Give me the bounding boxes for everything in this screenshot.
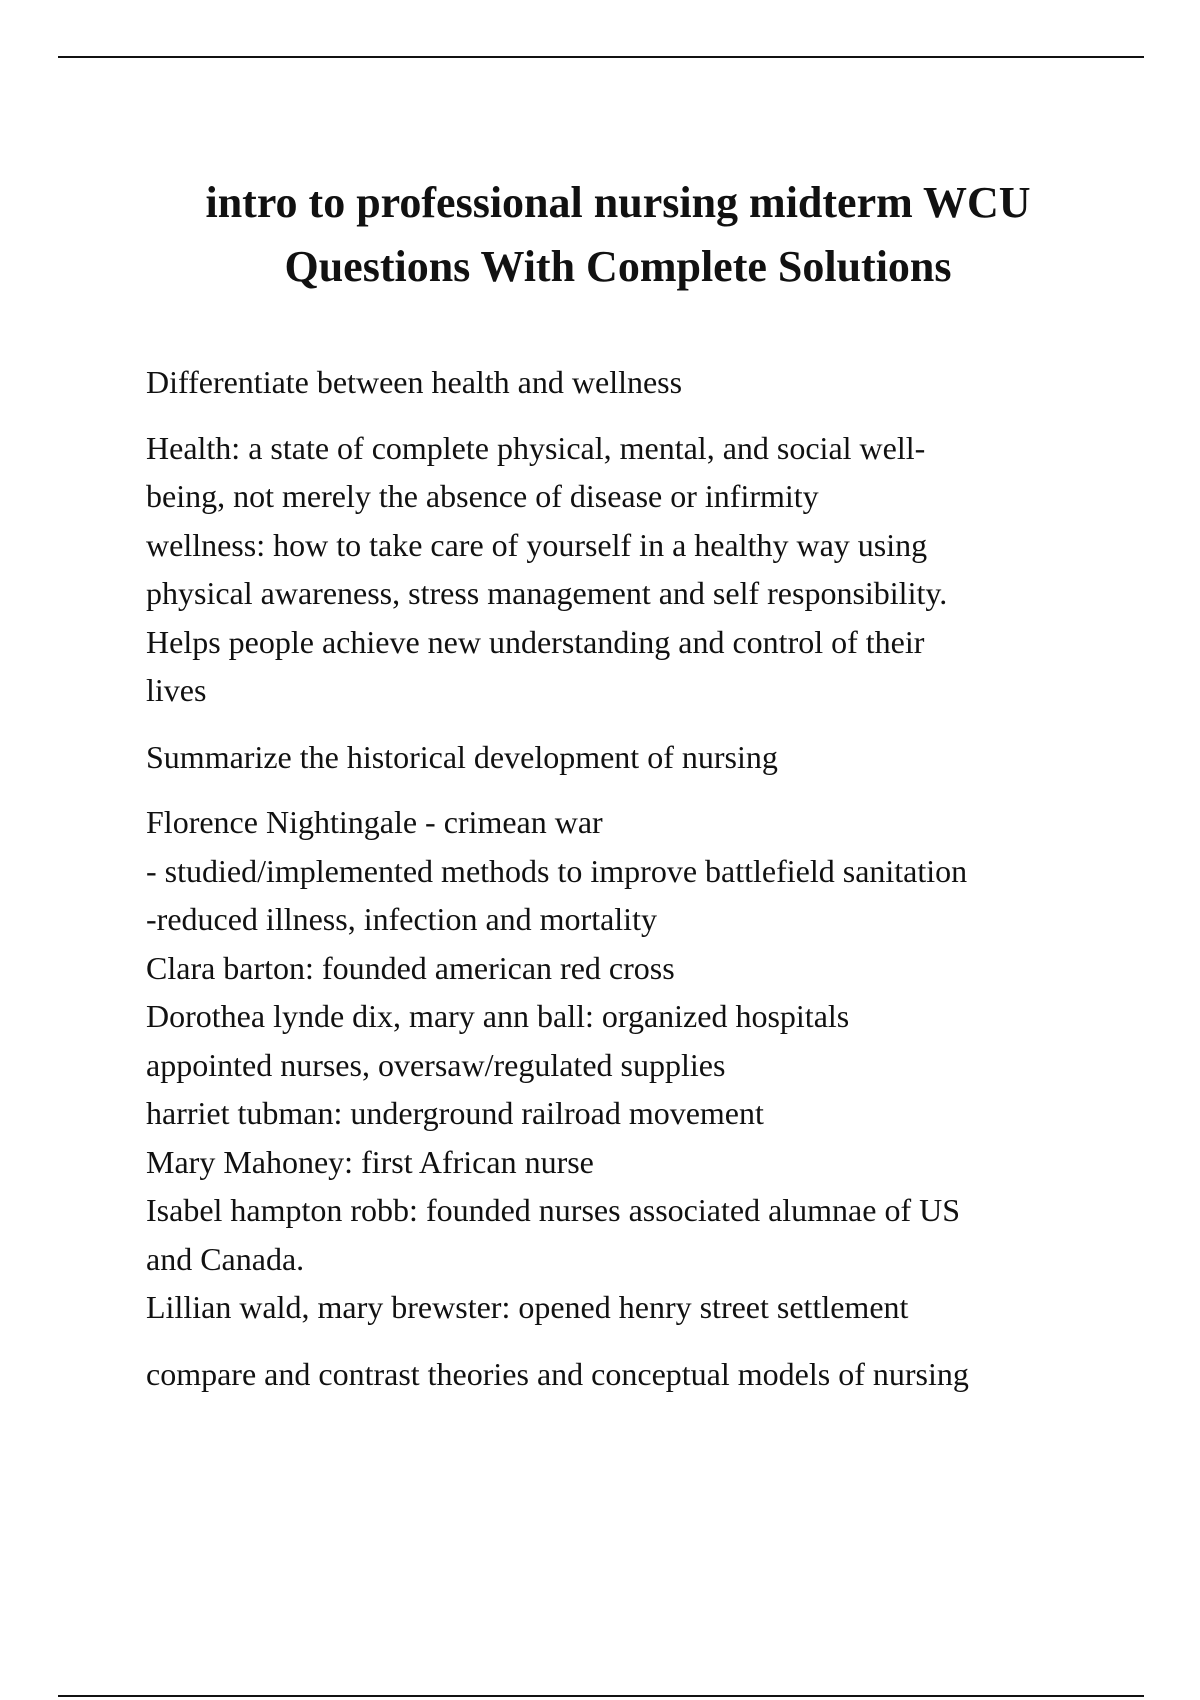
answer-line: being, not merely the absence of disease or infirmity	[146, 478, 819, 514]
answer-line: Lillian wald, mary brewster: opened henry street settlement	[146, 1289, 909, 1325]
answer-line: - studied/implemented methods to improve battlefield sanitation	[146, 852, 968, 889]
bottom-rule	[58, 1695, 1144, 1697]
answer-line: Clara barton: founded american red cross	[146, 949, 675, 986]
answer-line: harriet tubman: underground railroad movement	[146, 1095, 764, 1131]
answer-line: Helps people achieve new understanding and control of their	[146, 623, 925, 660]
question-2: Summarize the historical development of nursing	[146, 738, 778, 775]
document-title	[120, 171, 1116, 299]
qa-content	[146, 358, 1086, 1398]
answer-line: Dorothea lynde dix, mary ann ball: organized hospitals	[146, 998, 850, 1034]
title-line-2: Questions With Complete Solutions	[284, 242, 952, 292]
answer-line: Health: a state of complete physical, mental, and social well-	[146, 429, 926, 466]
question-1: Differentiate between health and wellness	[146, 364, 683, 400]
answer-line: physical awareness, stress management and self responsibility.	[146, 575, 948, 611]
answer-line: Florence Nightingale - crimean war	[146, 804, 603, 840]
title-line-1: intro to professional nursing midterm WCU	[205, 178, 1031, 228]
answer-2	[146, 798, 1086, 1332]
answer-line: Mary Mahoney: first African nurse	[146, 1143, 594, 1180]
top-rule	[58, 56, 1144, 58]
answer-line: wellness: how to take care of yourself in a healthy way using	[146, 526, 928, 563]
answer-line: Isabel hampton robb: founded nurses associated alumnae of US	[146, 1192, 961, 1228]
answer-1	[146, 424, 1086, 715]
answer-line: lives	[146, 672, 207, 708]
answer-line: appointed nurses, oversaw/regulated supplies	[146, 1046, 726, 1083]
question-3: compare and contrast theories and conceptual models of nursing	[146, 1355, 969, 1392]
answer-line: and Canada.	[146, 1240, 305, 1277]
answer-line: -reduced illness, infection and mortality	[146, 901, 657, 937]
